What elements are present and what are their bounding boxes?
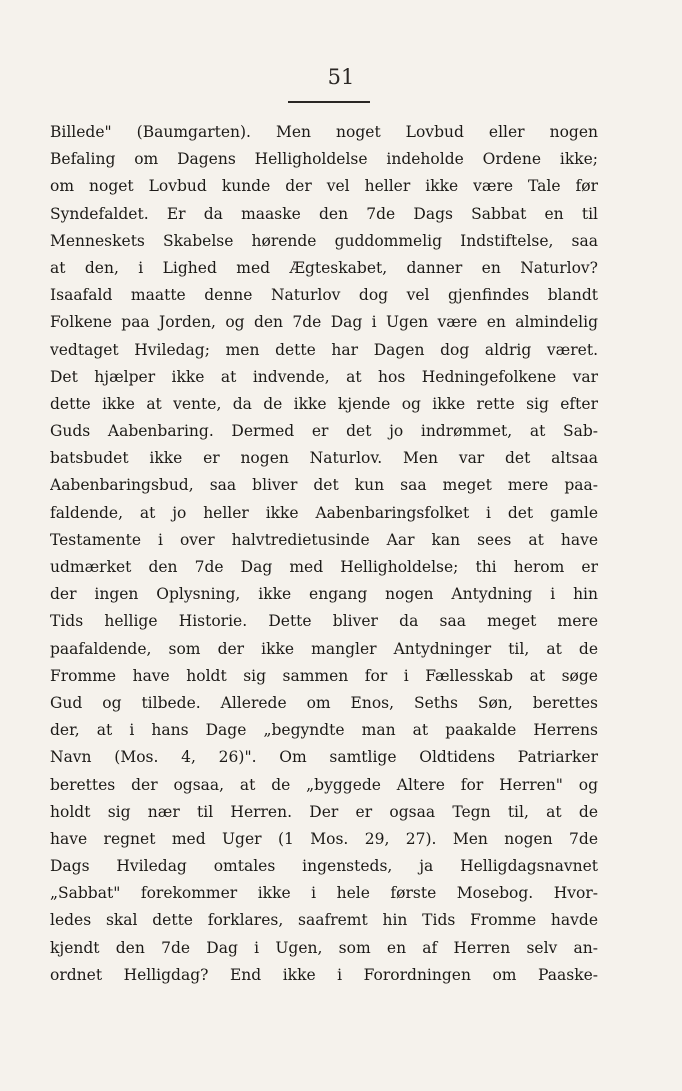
page-number-rule [288,101,370,103]
text-line-26: holdt sig nær til Herren. Der er ogsaa Tegn til, at de [50,802,598,821]
page-number: 51 [327,65,355,89]
text-line-3: om noget Lovbud kunde der vel heller ikke være Tale før [50,177,598,196]
text-line-5: Menneskets Skabelse hørende guddommelig Indstiftelse, saa [50,231,598,250]
text-line-20: paafaldende, som der ikke mangler Antydninger til, at de [50,639,598,658]
text-line-21: Fromme have holdt sig sammen for i Fællesskab at søge [50,666,598,685]
text-line-24: Navn (Mos. 4, 26)". Om samtlige Oldtidens Patriarker [50,748,598,767]
text-line-17: udmærket den 7de Dag med Helligholdelse; thi herom er [50,558,598,576]
text-line-29: „Sabbat" forekommer ikke i hele første Mosebog. Hvor- [50,884,598,903]
text-line-22: Gud og tilbede. Allerede om Enos, Seths Søn, berettes [50,693,598,712]
text-line-9: vedtaget Hviledag; men dette har Dagen dog aldrig været. [50,340,598,359]
text-line-25: berettes der ogsaa, at de „byggede Altere for Herren" og [50,775,598,794]
text-line-13: batsbudet ikke er nogen Naturlov. Men var det altsaa [50,449,598,468]
text-line-1: Billede" (Baumgarten). Men noget Lovbud eller nogen [50,123,598,141]
text-line-7: Isaafald maatte denne Naturlov dog vel gjenfindes blandt [50,286,598,305]
text-line-30: ledes skal dette forklares, saafremt hin Tids Fromme havde [50,911,598,930]
text-line-18: der ingen Oplysning, ikke engang nogen Antydning i hin [50,585,598,604]
text-line-8: Folkene paa Jorden, og den 7de Dag i Ugen være en almindelig [50,313,598,332]
text-line-32: ordnet Helligdag? End ikke i Forordningen om Paaske- [50,965,598,984]
text-line-23: der, at i hans Dage „begyndte man at paakalde Herrens [50,721,598,740]
text-line-12: Guds Aabenbaring. Dermed er det jo indrømmet, at Sab- [50,422,598,441]
text-line-2: Befaling om Dagens Helligholdelse indeholde Ordene ikke; [50,150,598,169]
body-text [50,119,598,989]
text-line-27: have regnet med Uger (1 Mos. 29, 27). Men nogen 7de [50,829,598,848]
text-line-15: faldende, at jo heller ikke Aabenbaringsfolket i det gamle [50,503,598,522]
text-line-4: Syndefaldet. Er da maaske den 7de Dags Sabbat en til [50,204,598,223]
text-line-16: Testamente i over halvtredietusinde Aar kan sees at have [50,530,598,549]
text-line-28: Dags Hviledag omtales ingensteds, ja Helligdagsnavnet [50,857,598,876]
text-line-6: at den, i Lighed med Ægteskabet, danner en Naturlov? [50,258,598,277]
text-line-10: Det hjælper ikke at indvende, at hos Hedningefolkene var [50,367,598,386]
text-line-19: Tids hellige Historie. Dette bliver da saa meget mere [50,612,598,631]
text-line-14: Aabenbaringsbud, saa bliver det kun saa meget mere paa- [50,476,598,495]
text-line-11: dette ikke at vente, da de ikke kjende og ikke rette sig efter [50,394,598,413]
text-line-31: kjendt den 7de Dag i Ugen, som en af Herren selv an- [50,938,598,957]
